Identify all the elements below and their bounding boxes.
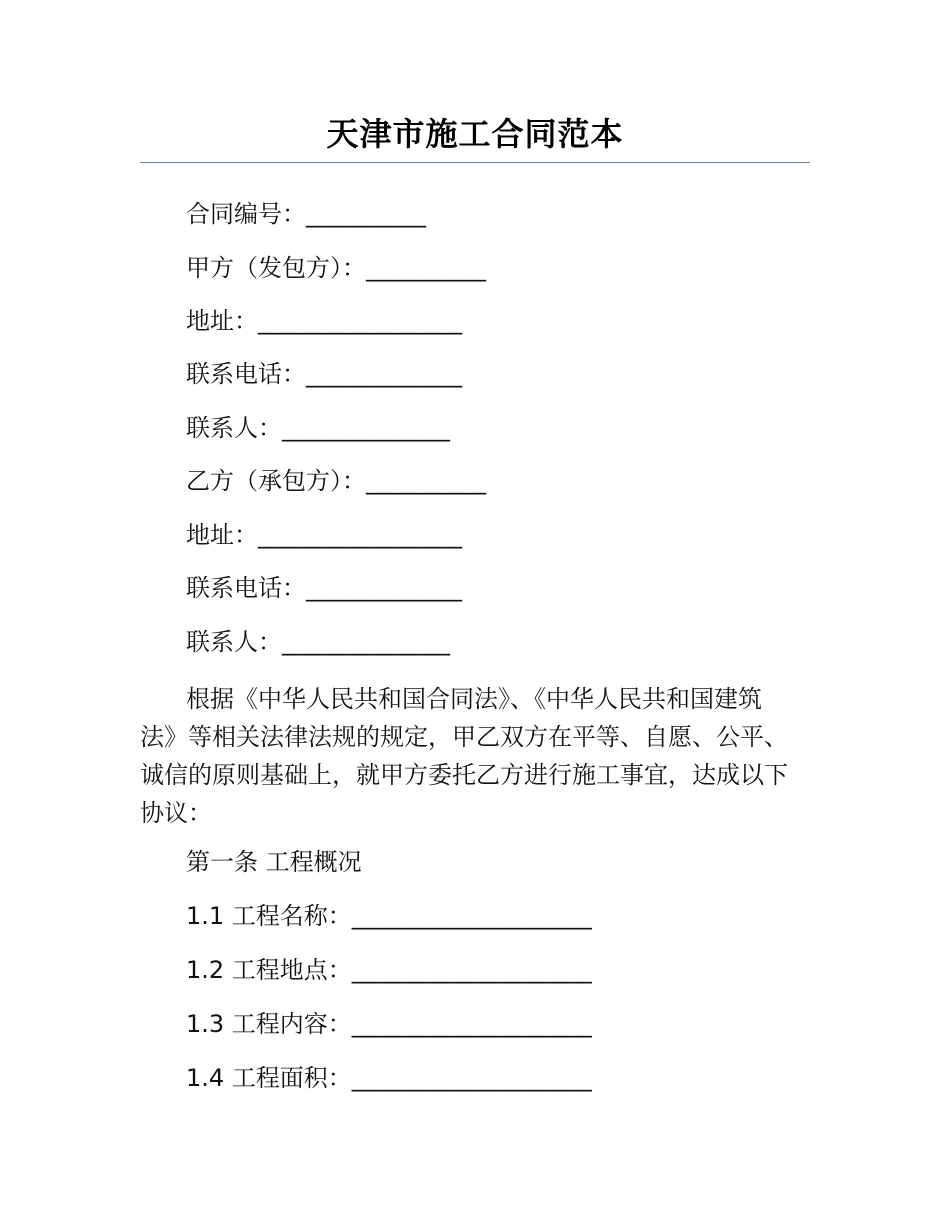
document-title: 天津市施工合同范本 [326,115,624,153]
field-blank: __________ [366,254,486,282]
paragraph-line: 法》等相关法律法规的规定，甲乙双方在平等、自愿、公平、 [140,723,788,751]
item-project-location [186,954,592,986]
field-party-b-contact [186,626,450,658]
field-party-b-phone [186,572,462,604]
paragraph-line: 根据《中华人民共和国合同法》、《中华人民共和国建筑 [186,685,762,713]
field-party-b [186,465,486,497]
item-label: 1.1 工程名称： [186,902,352,930]
field-label: 甲方（发包方）： [186,254,366,282]
item-blank: ____________________ [351,1064,592,1092]
field-contract-number [186,198,426,230]
field-blank: ______________ [282,628,450,656]
field-blank: _________________ [258,307,462,335]
item-project-area [186,1062,592,1094]
field-blank: _____________ [306,360,462,388]
field-party-a [186,252,486,284]
field-label: 联系电话： [186,574,306,602]
item-project-content [186,1008,592,1040]
field-label: 联系人： [186,414,282,442]
field-label: 地址： [186,307,258,335]
section-heading: 第一条 工程概况 [186,848,362,876]
title-divider [140,162,810,163]
field-blank: _________________ [258,521,462,549]
item-blank: ____________________ [351,902,592,930]
item-label: 1.2 工程地点： [186,956,352,984]
field-party-a-contact [186,412,450,444]
field-label: 地址： [186,521,258,549]
field-label: 联系人： [186,628,282,656]
field-party-a-address [186,305,462,337]
field-label: 合同编号： [186,200,306,228]
field-party-b-address [186,519,462,551]
field-label: 乙方（承包方）： [186,467,366,495]
field-blank: __________ [306,200,426,228]
field-blank: __________ [366,467,486,495]
field-blank: ______________ [282,414,450,442]
paragraph-line: 诚信的原则基础上，就甲方委托乙方进行施工事宜，达成以下 [140,761,788,789]
paragraph-line: 协议： [140,799,212,827]
item-project-name [186,900,592,932]
intro-paragraph [140,680,820,832]
item-label: 1.3 工程内容： [186,1010,352,1038]
field-label: 联系电话： [186,360,306,388]
item-blank: ____________________ [351,1010,592,1038]
field-party-a-phone [186,358,462,390]
item-label: 1.4 工程面积： [186,1064,352,1092]
field-blank: _____________ [306,574,462,602]
item-blank: ____________________ [351,956,592,984]
